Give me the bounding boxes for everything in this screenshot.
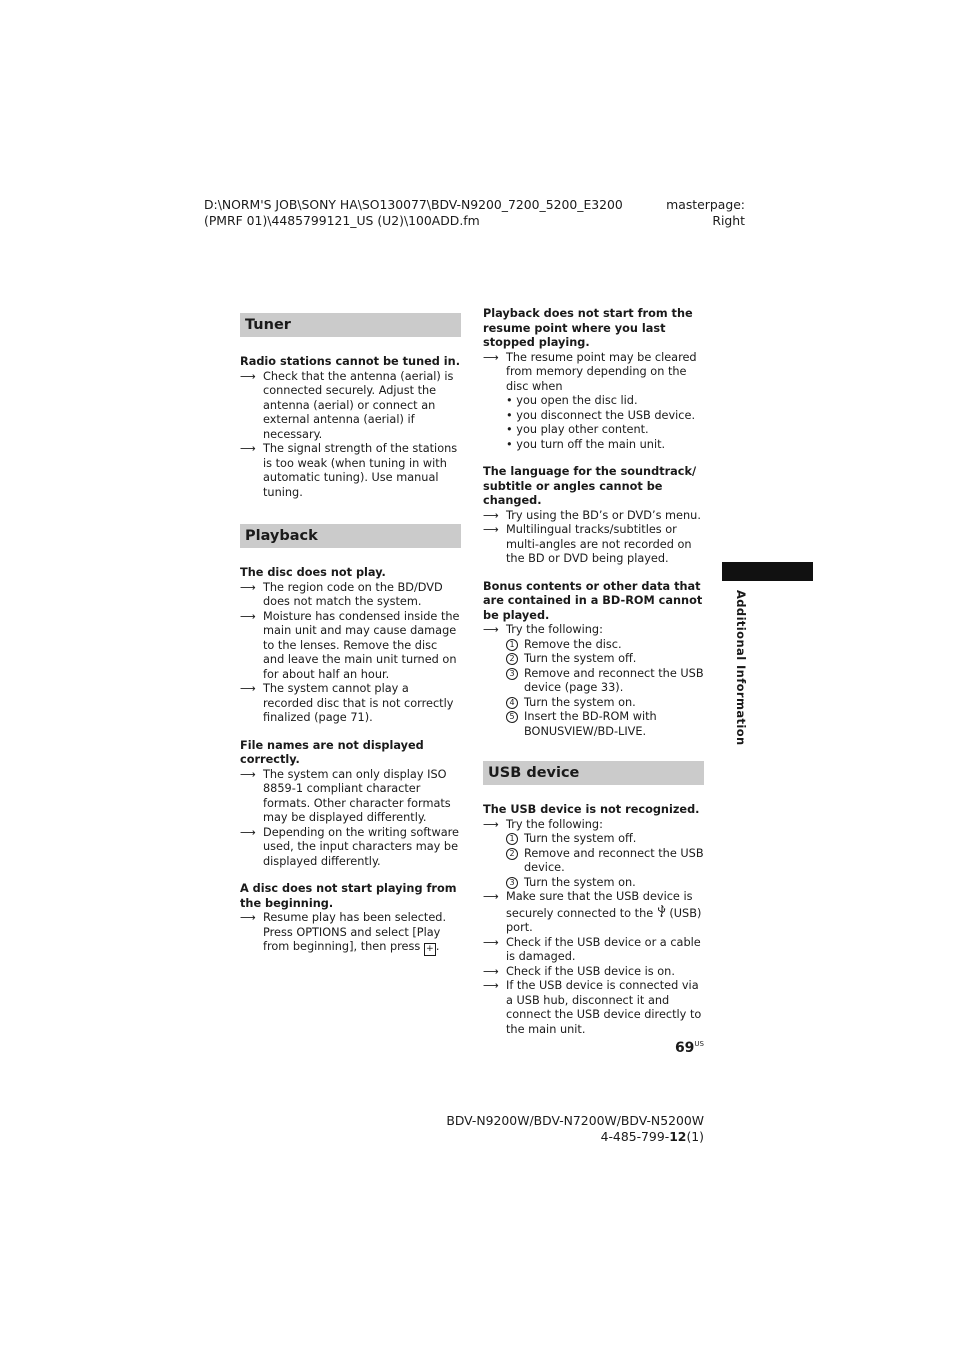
answer-item: ⟶ Check if the USB device is on. xyxy=(483,964,675,978)
step-item: 2 Remove and reconnect the USB device. xyxy=(483,847,704,876)
section-title-tuner: Tuner xyxy=(240,313,461,337)
question-heading: Playback does not start from the resume point where you last stopped playing. xyxy=(483,307,693,349)
step-item: 4 Turn the system on. xyxy=(483,696,704,711)
step-number-badge: 2 xyxy=(506,848,518,860)
answer-item: ⟶ Multilingual tracks/subtitles or multi-angles are not recorded on the BD or DVD being played. xyxy=(483,523,692,565)
answer-item: ⟶ If the USB device is connected via a USB hub, disconnect it and connect the USB device directly to the main unit. xyxy=(483,979,702,1036)
right-arrow-icon: ⟶ xyxy=(483,350,499,364)
right-arrow-icon: ⟶ xyxy=(240,609,256,623)
answer-item: ⟶ Try the following: xyxy=(483,817,603,831)
section-title-playback: Playback xyxy=(240,524,461,548)
bullet-item: • you disconnect the USB device. xyxy=(506,408,696,422)
answer-item: ⟶ The signal strength of the stations is too weak (when tuning in with automatic tuning). Use manual tuning. xyxy=(240,442,458,499)
answer-item: ⟶ The region code on the BD/DVD does not match the system. xyxy=(240,580,443,608)
step-number-badge: 1 xyxy=(506,639,518,651)
question-heading: A disc does not start playing from the beginning. xyxy=(240,882,457,910)
right-arrow-icon: ⟶ xyxy=(240,580,256,594)
bullet-item: • you turn off the main unit. xyxy=(506,437,666,451)
right-arrow-icon: ⟶ xyxy=(483,935,499,949)
file-path-line1: D:\NORM'S JOB\SONY HA\SO130077\BDV-N9200_7200_5200_E3200 xyxy=(204,197,623,212)
page-number: $69^{US}$ xyxy=(674,1040,704,1056)
masterpage-line1: masterpage: xyxy=(666,197,745,212)
file-path-line2: (PMRF 01)\4485799121_US (U2)\100ADD.fm xyxy=(204,213,480,228)
section-title-usb-device: USB device xyxy=(483,761,704,785)
enter-key-icon: + xyxy=(424,943,436,956)
right-arrow-icon: ⟶ xyxy=(240,369,256,383)
step-item: 1 Turn the system off. xyxy=(483,832,704,847)
question-heading: Radio stations cannot be tuned in. xyxy=(240,355,461,368)
answer-item: ⟶ Check that the antenna (aerial) is connected securely. Adjust the antenna (aerial) or connect an external antenna (aerial) if necessary. xyxy=(240,369,454,441)
right-arrow-icon: ⟶ xyxy=(240,682,256,695)
usb-icon xyxy=(657,905,666,917)
masterpage-label xyxy=(640,197,745,229)
answer-item: ⟶ The system cannot play a recorded disc that is not correctly finalized (page 71). xyxy=(240,682,454,724)
question-heading: The language for the soundtrack/ subtitle or angles cannot be changed. xyxy=(483,465,697,507)
step-item: 1 Remove the disc. xyxy=(483,638,704,653)
answer-item: ⟶ Resume play has been selected. Press OPTIONS and select [Play from beginning], then press + . xyxy=(240,911,447,954)
question-heading: The disc does not play. xyxy=(240,566,386,579)
step-item: 5 Insert the BD-ROM with BONUSVIEW/BD-LIVE. xyxy=(483,710,704,739)
section-tab-marker xyxy=(722,562,813,581)
file-path xyxy=(204,197,644,229)
bullet-item: • you play other content. xyxy=(506,423,649,436)
right-arrow-icon: ⟶ xyxy=(483,817,499,831)
answer-item: ⟶ Depending on the writing software used, the input characters may be displayed differently. xyxy=(240,825,459,868)
answer-item: ⟶ Try the following: xyxy=(483,623,603,636)
right-arrow-icon: ⟶ xyxy=(240,911,256,924)
footer xyxy=(420,1113,704,1145)
step-item: 2 Turn the system off. xyxy=(483,652,704,667)
right-arrow-icon: ⟶ xyxy=(240,442,256,455)
right-arrow-icon: ⟶ xyxy=(483,508,499,522)
step-number-badge: 1 xyxy=(506,833,518,845)
question-heading: File names are not displayed correctly. xyxy=(240,738,424,766)
step-number-badge: 2 xyxy=(506,653,518,665)
side-tab-label: Additional Information xyxy=(734,590,748,746)
right-arrow-icon: ⟶ xyxy=(483,523,499,536)
right-arrow-icon: ⟶ xyxy=(483,979,499,992)
answer-item: ⟶ Moisture has condensed inside the main unit and may cause damage to the lenses. Remove the disc and leave the main unit turned on for about half an hour. xyxy=(240,609,460,681)
right-arrow-icon: ⟶ xyxy=(483,964,499,978)
masterpage-line2: Right xyxy=(712,213,745,228)
step-number-badge: 3 xyxy=(506,668,518,680)
right-arrow-icon: ⟶ xyxy=(240,767,256,781)
answer-item: ⟶ The system can only display ISO 8859-1 compliant character formats. Other character formats may be displayed differently. xyxy=(240,767,451,824)
question-heading: The USB device is not recognized. xyxy=(483,803,700,816)
step-item: 3 Turn the system on. xyxy=(483,876,704,891)
right-arrow-icon: ⟶ xyxy=(483,890,499,903)
answer-item: ⟶ Make sure that the USB device is securely connected to the (USB) port. xyxy=(483,890,702,934)
step-number-badge: 3 xyxy=(506,877,518,889)
answer-item: ⟶ Check if the USB device or a cable is damaged. xyxy=(483,935,701,963)
document-code: 4-485-799-12(1) xyxy=(600,1129,704,1144)
step-item: 3 Remove and reconnect the USB device (page 33). xyxy=(483,667,704,696)
right-arrow-icon: ⟶ xyxy=(483,623,499,636)
answer-item: ⟶ The resume point may be cleared from memory depending on the disc when xyxy=(483,350,697,393)
bullet-item: • you open the disc lid. xyxy=(506,394,638,407)
question-heading: Bonus contents or other data that are contained in a BD-ROM cannot be played. xyxy=(483,579,703,622)
model-numbers: BDV-N9200W/BDV-N7200W/BDV-N5200W xyxy=(446,1113,704,1128)
step-number-badge: 4 xyxy=(506,697,518,709)
left-column xyxy=(240,313,461,956)
answer-item: ⟶ Try using the BD’s or DVD’s menu. xyxy=(483,508,701,522)
step-number-badge: 5 xyxy=(506,711,518,723)
right-arrow-icon: ⟶ xyxy=(240,825,256,839)
right-column xyxy=(483,307,704,1037)
